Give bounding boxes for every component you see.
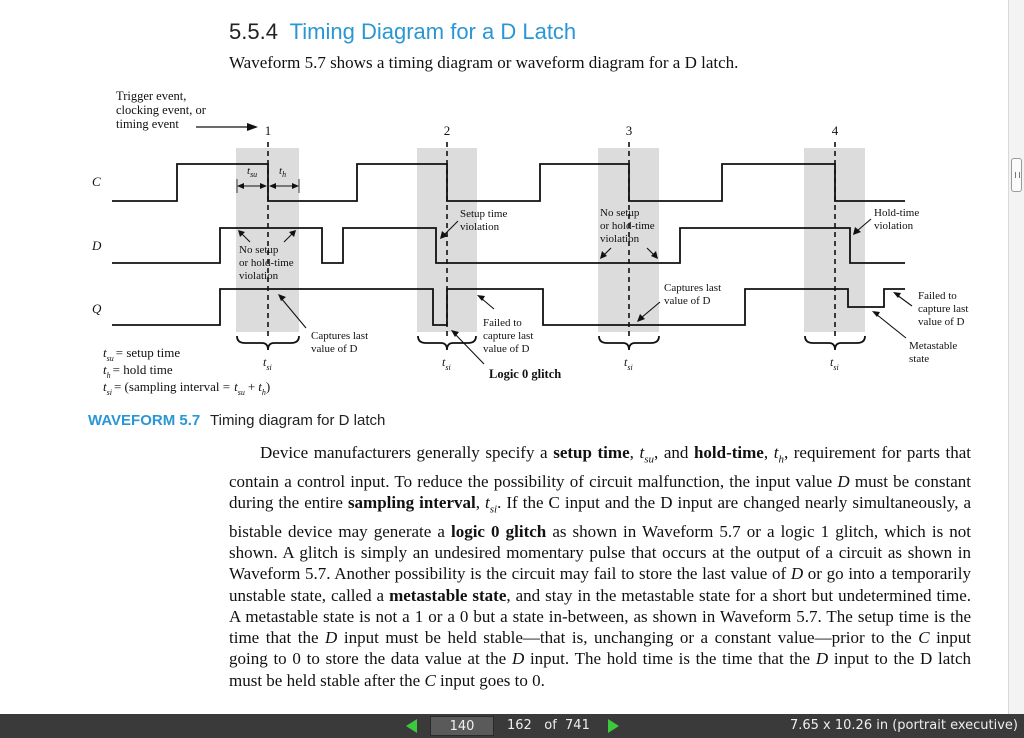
legend-tsu: $t_{su}$ = setup time	[103, 345, 181, 363]
caption-label: WAVEFORM 5.7	[88, 412, 201, 429]
tsi-label-4: $t_{si}$	[830, 355, 839, 372]
note-hold-violation-l1: Hold-time	[874, 207, 920, 219]
note-no-setup-1-l1: No setup	[239, 244, 279, 256]
signal-label-d: D	[92, 238, 102, 253]
note-metastable-l2: state	[909, 353, 930, 365]
prev-page-icon[interactable]	[406, 719, 417, 733]
event-number-4: 4	[831, 123, 839, 138]
arrow-metastable	[876, 314, 906, 338]
note-failed-4-l2: capture last	[918, 303, 969, 315]
note-captures-1-l2: value of D	[311, 343, 358, 355]
arrow-failed-2	[481, 298, 494, 309]
legend-th: $t_h$ = hold time	[103, 362, 173, 380]
note-no-setup-3-l2: or hold-time	[600, 220, 655, 232]
note-failed-2-l3: value of D	[483, 343, 530, 355]
waveform-c	[112, 164, 905, 201]
tsi-label-3: $t_{si}$	[624, 355, 633, 372]
note-failed-4-l3: value of D	[918, 316, 965, 328]
page-number-input[interactable]	[430, 716, 494, 736]
event-number-1: 1	[264, 123, 272, 138]
of-label: of	[544, 718, 557, 733]
tsi-label-2: $t_{si}$	[442, 355, 451, 372]
tsu-label: $t_{su}$	[247, 165, 258, 179]
total-pages: 741	[565, 718, 590, 733]
page-label-number: 162	[507, 718, 532, 733]
section-title: Timing Diagram for a D Latch	[289, 19, 577, 44]
signal-label-c: C	[92, 174, 101, 189]
intro-paragraph: Waveform 5.7 shows a timing diagram or waveform diagram for a D latch.	[229, 53, 739, 72]
trigger-arrow-head	[247, 123, 258, 131]
trigger-label-line2: clocking event, or	[116, 103, 206, 117]
note-no-setup-3-l1: No setup	[600, 207, 640, 219]
th-label: $t_h$	[279, 165, 287, 179]
brace-interval-3	[599, 336, 659, 350]
note-captures-3-l2: value of D	[664, 295, 711, 307]
note-captures-1-l1: Captures last	[311, 330, 369, 342]
vertical-scrollbar[interactable]	[1008, 0, 1024, 714]
note-no-setup-3-l3: violation	[600, 233, 640, 245]
status-bar	[0, 714, 1024, 738]
arrow-glitch	[455, 334, 484, 364]
signal-label-q: Q	[92, 301, 102, 316]
note-failed-2-l2: capture last	[483, 330, 534, 342]
note-no-setup-1-l2: or hold-time	[239, 257, 294, 269]
caption-text: Timing diagram for D latch	[210, 412, 386, 429]
section-heading	[229, 19, 576, 45]
tsi-label-1: $t_{si}$	[263, 355, 272, 372]
body-paragraph: Device manufacturers generally specify a setup time, $t_{su}$, and hold-time, $t_h$, requirement for parts that contain a control input. To reduce the possibility of circuit malfunction, the input value D must be constant during the entire sampling interval, $t_{si}$. If the C input and the D input are changed nearly simultaneously, a bistable device may generate a logic 0 glitch as shown in Waveform 5.7 or a logic 1 glitch, which is not shown. A glitch is simply an undesired momentary pulse that occurs at the output of a circuit as shown in Waveform 5.7. Another possibility is the circuit may fail to store the last value of D or go into a temporarily unstable state, called a metastable state, and stay in the metastable state for a short but undetermined time. A metastable state is not a 1 or a 0 but a state in-between, as shown in Waveform 5.7. The setup time is the time that the D input must be held stable—that is, unchanging or a constant value—prior to the C input going to 0 to store the data value at the D input. The hold time is the time that the D input to the D latch must be held stable after the C input goes to 0.	[229, 443, 972, 690]
brace-interval-1	[237, 336, 299, 350]
note-glitch: Logic 0 glitch	[489, 367, 562, 381]
brace-interval-4	[805, 336, 865, 350]
next-page-icon[interactable]	[608, 719, 619, 733]
note-setup-violation-l1: Setup time	[460, 208, 508, 220]
legend-tsi: $t_{si}$ = (sampling interval = $t_{su} + t_h$)	[103, 379, 271, 397]
note-failed-4-l1: Failed to	[918, 290, 957, 302]
figure-caption	[88, 412, 385, 430]
timing-diagram	[0, 80, 1008, 410]
event-number-3: 3	[625, 123, 633, 138]
section-number: 5.5.4	[229, 19, 278, 44]
note-failed-2-l1: Failed to	[483, 317, 522, 329]
page-size-label: 7.65 x 10.26 in (portrait executive)	[789, 718, 1018, 733]
trigger-label-line3: timing event	[116, 117, 179, 131]
event-number-2: 2	[443, 123, 451, 138]
scroll-thumb[interactable]	[1011, 158, 1022, 192]
grip-icon	[1015, 172, 1020, 178]
note-metastable-l1: Metastable	[909, 340, 958, 352]
note-setup-violation-l2: violation	[460, 221, 500, 233]
waveform-d	[112, 228, 905, 263]
note-hold-violation-l2: violation	[874, 220, 914, 232]
note-no-setup-1-l3: violation	[239, 270, 279, 282]
brace-interval-2	[418, 336, 476, 350]
note-captures-3-l1: Captures last	[664, 282, 722, 294]
trigger-label-line1: Trigger event,	[116, 89, 187, 103]
arrow-failed-4	[897, 295, 912, 306]
page-info	[507, 718, 590, 733]
